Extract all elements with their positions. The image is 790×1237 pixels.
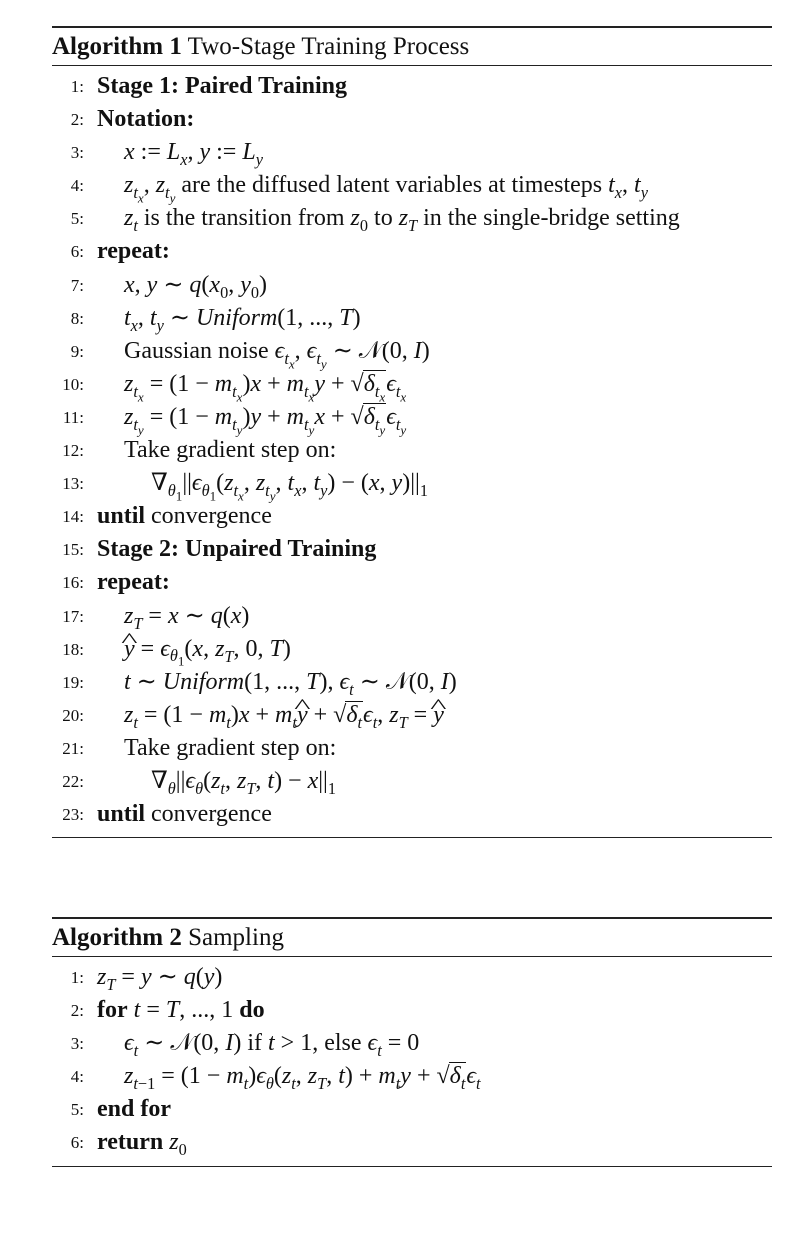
line-number: 17: — [62, 606, 84, 626]
line-number: 22: — [62, 771, 84, 791]
formula: $z_T = x$ ∼ q(x) — [124, 602, 250, 633]
statement — [97, 500, 272, 533]
algo-line — [52, 1027, 772, 1060]
formula: $\epsilon_t$ ∼ 𝒩(0, I) if t > 1, else $\epsilon_t = 0$ — [124, 1030, 420, 1060]
statement-text: are the diffused latent variables at timesteps — [181, 172, 603, 199]
statement-text: in the single-bridge setting — [423, 205, 680, 232]
for-keyword: for — [97, 997, 128, 1024]
if-text: if — [247, 1030, 262, 1057]
algo-line — [52, 169, 772, 206]
algo-line — [52, 798, 772, 831]
algorithm-1-header — [52, 28, 772, 65]
line-number: 6: — [70, 1133, 84, 1153]
statement-text: convergence — [151, 503, 272, 530]
formula: ^ $y = \epsilon_{\theta_1}(x$, $z_T$, 0, T) — [124, 633, 291, 666]
formula: $\nabla_{\theta_1}||\epsilon_{\theta_1}(z_{t_x}$, $z_{t_y}$, $t_x$, $t_y) - (x$, $y)||_1$ — [151, 470, 428, 504]
algo-line — [52, 467, 772, 504]
line-number: 23: — [62, 805, 84, 825]
line-number: 14: — [62, 507, 84, 527]
line-number: 8: — [70, 308, 84, 328]
algo-line — [52, 600, 772, 633]
algo-line — [52, 302, 772, 335]
line-number: 15: — [62, 540, 84, 560]
algorithm-1 — [52, 26, 772, 838]
line-number: 13: — [62, 474, 84, 494]
algorithm-2-title: Sampling — [188, 924, 284, 951]
line-number: 2: — [70, 110, 84, 130]
algo-line — [52, 533, 772, 566]
return-keyword: return — [97, 1129, 164, 1156]
formula: $z_{t-1} = (1 - m_t)\epsilon_\theta(z_t$, $z_T$, $t) + m_ty + √\delta_t\epsilon_t$ — [124, 1063, 481, 1094]
statement: Take gradient step on: — [124, 437, 337, 464]
repeat-keyword: repeat: — [97, 569, 170, 596]
algo-line — [52, 202, 772, 235]
statement: $z_{t_x}$, $z_{t_y}$ are the diffused latent variables at timesteps $t_x$, $t_y$ — [124, 172, 648, 206]
statement: for t = T, ..., 1 do — [97, 997, 265, 1024]
algo-line — [52, 1126, 772, 1159]
line-number: 3: — [70, 1034, 84, 1054]
statement-text: is the transition from — [143, 205, 345, 232]
until-keyword: until — [97, 801, 146, 828]
formula: $z_T = y$ ∼ q(y) — [97, 964, 223, 994]
line-number: 16: — [62, 573, 84, 593]
algorithm-1-label: Algorithm 1 — [52, 33, 182, 60]
formula: t ∼ Uniform(1, ..., T), $\epsilon_t$ ∼ 𝒩(0, I) — [124, 668, 457, 699]
line-number: 4: — [70, 176, 84, 196]
algo-line — [52, 732, 772, 765]
line-number: 21: — [62, 738, 84, 758]
until-keyword: until — [97, 503, 146, 530]
algo-line — [52, 103, 772, 136]
algo-line — [52, 70, 772, 103]
algorithm-1-title: Two-Stage Training Process — [187, 33, 470, 60]
uniform-text: Uniform — [162, 668, 245, 695]
algo-line — [52, 566, 772, 599]
algo-line — [52, 368, 772, 404]
line-number: 19: — [62, 672, 84, 692]
line-number: 11: — [62, 407, 84, 427]
algo-line — [52, 401, 772, 437]
algorithm-2-label: Algorithm 2 — [52, 924, 182, 951]
line-number: 18: — [62, 639, 84, 659]
statement: Take gradient step on: — [124, 734, 337, 761]
notation-heading: Notation: — [97, 106, 195, 133]
bottom-rule — [52, 837, 772, 838]
formula: $t_x$, $t_y$ ∼ Uniform(1, ..., T) — [124, 304, 361, 335]
algo-line — [52, 961, 772, 994]
line-number: 4: — [70, 1067, 84, 1087]
statement — [97, 798, 272, 831]
algo-line — [52, 1060, 772, 1093]
line-number: 12: — [62, 441, 84, 461]
algo-line — [52, 765, 772, 798]
statement-text: to — [374, 205, 393, 232]
formula: $z_{t_y} = (1 - m_{t_y})y + m_{t_y}x + √\delta_{t_y}\epsilon_{t_y}$ — [124, 403, 407, 437]
algo-line — [52, 136, 772, 169]
algo-line — [52, 666, 772, 699]
algo-line — [52, 633, 772, 669]
formula: $\nabla_\theta||\epsilon_\theta(z_t$, $z_T$, $t) - x||_1$ — [151, 767, 337, 798]
statement-text: convergence — [151, 801, 272, 828]
line-number: 9: — [70, 341, 84, 361]
statement: Gaussian noise $\epsilon_{t_x}$, $\epsilon_{t_y}$ ∼ 𝒩(0, I) — [124, 337, 430, 371]
algorithm-2-header — [52, 919, 772, 956]
algo-line — [52, 1093, 772, 1126]
stage-2-heading: Stage 2: Unpaired Training — [97, 536, 377, 563]
line-number: 5: — [70, 209, 84, 229]
algo-line — [52, 235, 772, 268]
formula: $z_t = (1 - m_t)x$ + $m_t\^{}$ $y + √\delta_t\epsilon_t$, $z_T$ = ^ y — [124, 699, 444, 732]
algo-line — [52, 335, 772, 371]
algo-line — [52, 269, 772, 302]
repeat-keyword: repeat: — [97, 238, 170, 265]
algo-line — [52, 434, 772, 467]
algo-line — [52, 699, 772, 732]
statement: return $z_0$ — [97, 1129, 187, 1160]
line-number: 20: — [62, 705, 84, 725]
line-number: 5: — [70, 1100, 84, 1120]
line-number: 7: — [70, 275, 84, 295]
formula: x := $L_x$, y := $L_y$ — [124, 139, 263, 169]
do-keyword: do — [239, 997, 265, 1024]
line-number: 2: — [70, 1001, 84, 1021]
line-number: 10: — [62, 374, 84, 394]
algo-line — [52, 994, 772, 1027]
algorithm-2 — [52, 917, 772, 1167]
else-text: else — [324, 1030, 362, 1057]
statement-text: Gaussian noise — [124, 337, 269, 364]
formula: x, y ∼ $q(x_0$, $y_0$) — [124, 271, 268, 302]
line-number: 1: — [70, 77, 84, 96]
uniform-text: Uniform — [195, 304, 278, 331]
algo-line — [52, 500, 772, 533]
line-number: 6: — [70, 242, 84, 262]
algorithm-1-body — [52, 66, 772, 837]
formula: $z_{t_x} = (1 - m_{t_x})x + m_{t_x}y + √\delta_{t_x}\epsilon_{t_x}$ — [124, 370, 407, 404]
end-for-keyword: end for — [97, 1096, 171, 1123]
statement: $z_t$ is the transition from $z_0$ to $z_T$ in the single-bridge setting — [124, 205, 680, 236]
stage-1-heading: Stage 1: Paired Training — [97, 73, 348, 99]
bottom-rule — [52, 1166, 772, 1167]
line-number: 3: — [70, 143, 84, 163]
line-number: 1: — [70, 968, 84, 987]
algorithm-2-body — [52, 957, 772, 1166]
